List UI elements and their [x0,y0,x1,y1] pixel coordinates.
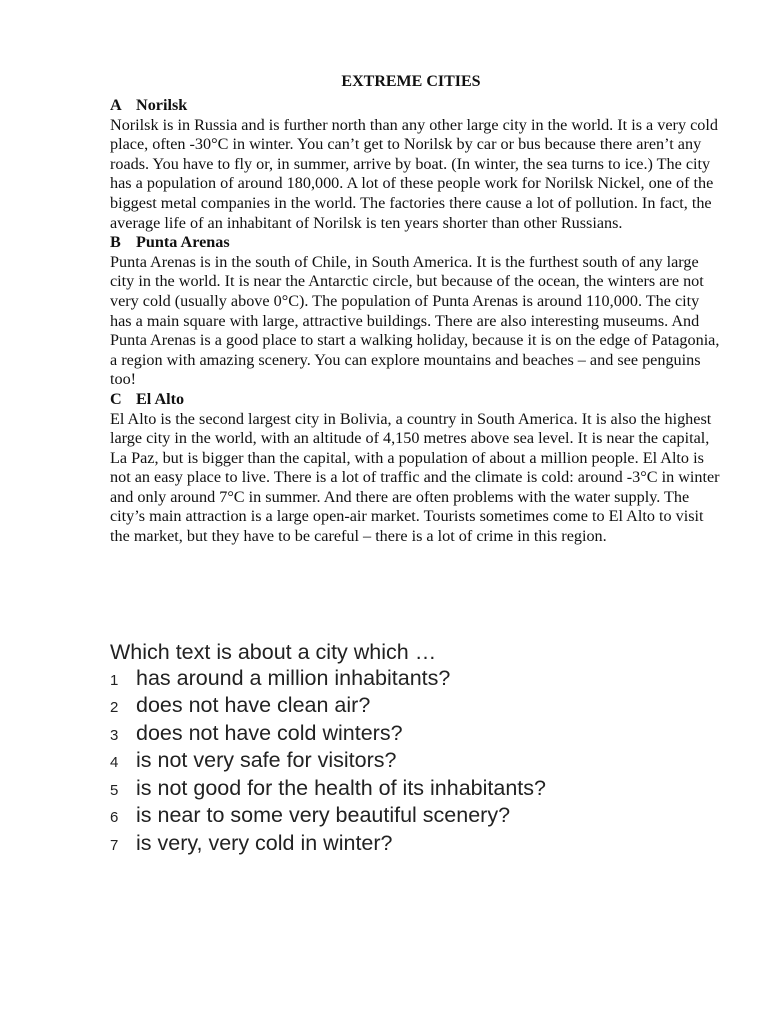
section-heading [110,233,720,253]
question-text: does not have clean air? [136,693,371,717]
section-heading [110,390,720,410]
question-text: is near to some very beautiful scenery? [136,803,511,827]
question-text: is not good for the health of its inhabitants? [136,775,546,800]
page-title: EXTREME CITIES [341,73,481,90]
question-text: is not very safe for visitors? [136,748,397,772]
question-number: 4 [110,754,119,771]
question-number: 7 [110,836,119,854]
section-punta-arenas [110,233,720,390]
section-city: El Alto [136,389,185,408]
section-heading [110,96,720,116]
question-number: 5 [110,781,119,799]
section-el-alto [110,390,720,547]
section-letter: B [110,233,121,252]
question-text: has around a million inhabitants? [136,665,451,690]
section-letter: C [110,389,122,408]
question-text: is very, very cold in winter? [136,830,393,855]
section-body: Norilsk is in Russia and is further north than any other large city in the world. It is a very cold place, often -30°C in winter. You can’t get to Norilsk by car or bus because there aren’t any roads. You have to fly or, in summer, arrive by boat. (In winter, the sea turns to ice.) The city has a population of around 180,000. A lot of these people work for Norilsk Nickel, one of the biggest metal companies in the world. The factories there cause a lot of pollution. In fact, the average life of an inhabitant of Norilsk is ten years shorter than other Russians. [110,115,718,232]
section-city: Norilsk [136,96,188,114]
question-intro: Which text is about a city which … [110,640,437,664]
question-list [110,640,730,858]
section-norilsk [110,96,720,233]
question-item [110,693,730,721]
reading-text [110,96,720,547]
question-item [110,721,730,749]
section-letter: A [110,96,122,114]
question-item [110,776,730,804]
question-number: 6 [110,809,119,826]
question-item [110,803,730,831]
question-number: 3 [110,726,119,744]
question-number: 2 [110,699,119,716]
section-city: Punta Arenas [136,233,230,252]
question-item [110,748,730,776]
question-item [110,666,730,694]
section-body: Punta Arenas is in the south of Chile, in South America. It is the furthest south of any large city in the world. It is near the Antarctic circle, but because of the ocean, the winters are not very cold (usually above 0°C). The population of Punta Arenas is around 110,000. The city has a main square with large, attractive buildings. There are also interesting museums. And Punta Arenas is a good place to start a walking holiday, because it is on the edge of Patagonia, a region with amazing scenery. You can explore mountains and beaches – and see penguins too! [110,252,720,389]
question-item [110,831,730,859]
section-body: El Alto is the second largest city in Bolivia, a country in South America. It is also the highest large city in the world, with an altitude of 4,150 metres above sea level. It is near the capital, La Paz, but is bigger than the capital, with a population of about a million people. El Alto is not an easy place to live. There is a lot of traffic and the climate is cold: around -3°C in winter and only around 7°C in summer. And there are often problems with the water supply. The city’s main attraction is a large open-air market. Tourists sometimes come to El Alto to visit the market, but they have to be careful – there is a lot of crime in this region. [110,409,720,546]
question-text: does not have cold winters? [136,720,403,745]
question-number: 1 [110,671,119,689]
